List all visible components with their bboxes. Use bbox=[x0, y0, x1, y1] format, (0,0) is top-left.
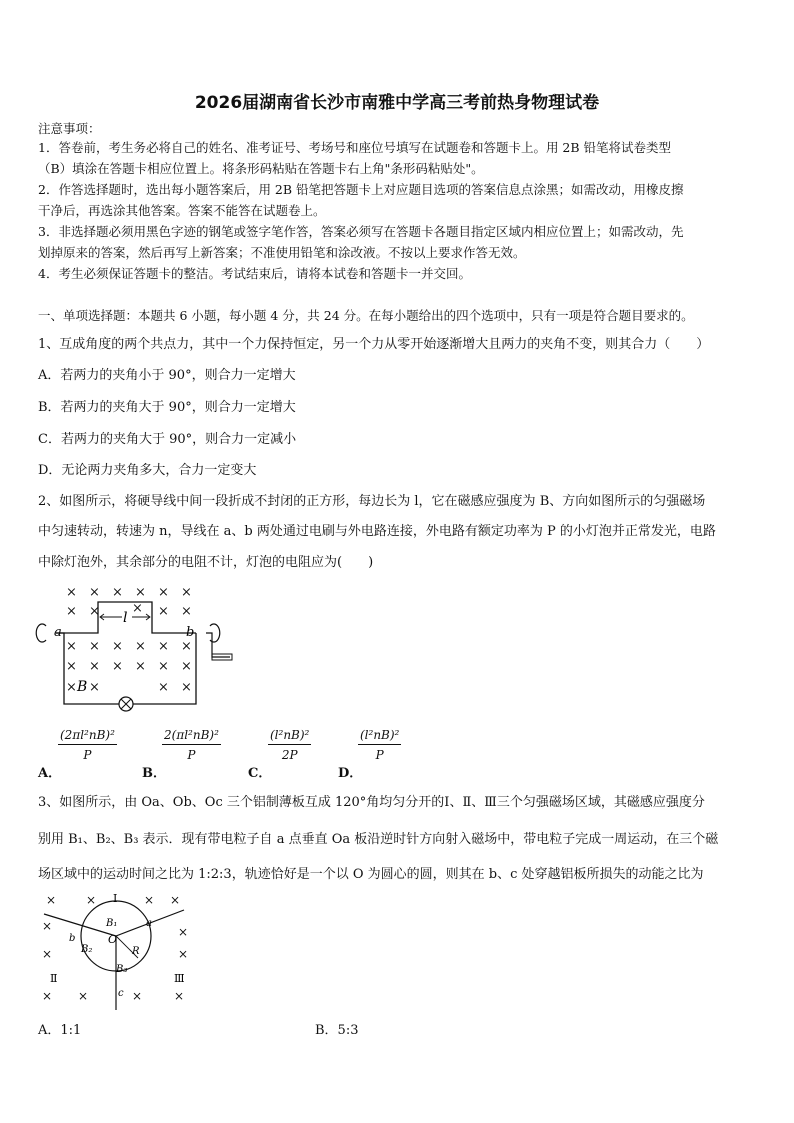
field-cross-icon: × bbox=[42, 919, 53, 933]
field-cross-icon: × bbox=[42, 989, 53, 1003]
question-2-option-a-letter: A． bbox=[38, 766, 62, 781]
point-a-label: a bbox=[146, 918, 152, 929]
field-cross-icon: × bbox=[112, 585, 123, 600]
field-cross-icon: × bbox=[178, 925, 189, 939]
question-3-option-b: B．5:3 bbox=[315, 1023, 359, 1038]
question-1-option-a: A．若两力的夹角小于 90°，则合力一定增大 bbox=[38, 368, 296, 383]
field-cross-icon: × bbox=[132, 601, 143, 616]
question-2-line: 中除灯泡外，其余部分的电阻不计，灯泡的电阻应为( ) bbox=[38, 555, 374, 570]
field-cross-icon: × bbox=[170, 893, 181, 907]
field-cross-icon: × bbox=[158, 585, 169, 600]
field-cross-icon: × bbox=[89, 604, 100, 619]
question-3-option-a: A．1:1 bbox=[38, 1023, 82, 1038]
question-1-stem: 1、互成角度的两个共点力，其中一个力保持恒定，另一个力从零开始逐渐增大且两力的夹角不变，则其合力（ ） bbox=[38, 337, 710, 352]
field-cross-icon: × bbox=[135, 585, 146, 600]
field-cross-icon: × bbox=[66, 659, 77, 674]
region-I-label: Ⅰ bbox=[113, 892, 118, 905]
question-2-option-c-formula: $\frac{\text{(l²nB)²}}{2P}$ bbox=[270, 728, 310, 762]
field-cross-icon: × bbox=[89, 680, 100, 695]
field-cross-icon: × bbox=[181, 585, 192, 600]
section-heading: 一、单项选择题：本题共 6 小题，每小题 4 分，共 24 分。在每小题给出的四个选项中，只有一项是符合题目要求的。 bbox=[38, 308, 694, 323]
question-2-option-d-formula: $\frac{\text{(l²nB)²}}{P}$ bbox=[360, 728, 400, 762]
field-cross-icon: × bbox=[112, 659, 123, 674]
question-3-line: 别用 B₁、B₂、B₃ 表示．现有带电粒子自 a 点垂直 Oa 板沿逆时针方向射入磁场中，带电粒子完成一周运动，在三个磁 bbox=[38, 832, 719, 847]
notice-line: （B）填涂在答题卡相应位置上。将条形码粘贴在答题卡右上角"条形码粘贴处"。 bbox=[38, 161, 484, 176]
field-cross-icon: × bbox=[66, 585, 77, 600]
question-2-figure bbox=[34, 578, 244, 714]
notice-line: 干净后，再选涂其他答案。答案不能答在试题卷上。 bbox=[38, 203, 326, 218]
notice-line: 2．作答选择题时，选出每小题答案后，用 2B 铅笔把答题卡上对应题目选项的答案信息点涂黑；如需改动，用橡皮擦 bbox=[38, 182, 684, 197]
notice-line: 3．非选择题必须用黑色字迹的钢笔或签字笔作答，答案必须写在答题卡各题目指定区域内相应位置上；如需改动，先 bbox=[38, 224, 684, 239]
question-2-line: 2、如图所示，将硬导线中间一段折成不封闭的正方形，每边长为 l，它在磁感应强度为 B、方向如图所示的匀强磁场 bbox=[38, 494, 706, 509]
question-3-figure bbox=[34, 886, 204, 1012]
question-2-option-b-formula: $\frac{\text{2(πl²nB)²}}{P}$ bbox=[164, 728, 219, 762]
field-cross-icon: × bbox=[158, 639, 169, 654]
field-b3-label: B₃ bbox=[116, 964, 128, 975]
question-1-option-d: D．无论两力夹角多大，合力一定变大 bbox=[38, 463, 257, 478]
label-b: b bbox=[186, 625, 195, 640]
field-b2-label: B₂ bbox=[81, 944, 93, 955]
field-cross-icon: × bbox=[178, 947, 189, 961]
magnetic-field-crosses bbox=[42, 893, 188, 1003]
radius-R-label: R bbox=[132, 946, 140, 957]
field-cross-icon: × bbox=[66, 680, 77, 695]
crank-handle-icon bbox=[206, 633, 230, 657]
point-c-label: c bbox=[118, 988, 124, 999]
field-cross-icon: × bbox=[112, 639, 123, 654]
page-title: 2026届湖南省长沙市南雅中学高三考前热身物理试卷 bbox=[194, 93, 600, 113]
field-cross-icon: × bbox=[46, 893, 57, 907]
question-3-line: 场区域中的运动时间之比为 1:2:3，轨迹恰好是一个以 O 为圆心的圆，则其在 b、c 处穿越铝板所损失的动能之比为 bbox=[38, 867, 704, 882]
notice-line: 1．答卷前，考生务必将自己的姓名、准考证号、考场号和座位号填写在试题卷和答题卡上。用 2B 铅笔将试卷类型 bbox=[38, 140, 672, 155]
question-1-option-c: C．若两力的夹角大于 90°，则合力一定减小 bbox=[38, 432, 297, 447]
notice-line: 划掉原来的答案，然后再写上新答案；不准使用铅笔和涂改液。不按以上要求作答无效。 bbox=[38, 245, 526, 260]
field-cross-icon: × bbox=[158, 604, 169, 619]
center-O-label: O bbox=[108, 933, 118, 946]
field-cross-icon: × bbox=[174, 989, 185, 1003]
notice-heading: 注意事项： bbox=[38, 121, 101, 136]
field-cross-icon: × bbox=[66, 604, 77, 619]
field-cross-icon: × bbox=[89, 639, 100, 654]
field-cross-icon: × bbox=[181, 659, 192, 674]
label-l: l bbox=[123, 610, 128, 626]
question-2-option-b-letter: B． bbox=[142, 766, 166, 781]
field-cross-icon: × bbox=[158, 659, 169, 674]
field-cross-icon: × bbox=[181, 680, 192, 695]
field-cross-icon: × bbox=[132, 989, 143, 1003]
field-cross-icon: × bbox=[158, 680, 169, 695]
question-3-line: 3、如图所示，由 Oa、Ob、Oc 三个铝制薄板互成 120°角均匀分开的Ⅰ、Ⅱ、Ⅲ三个匀强磁场区域，其磁感应强度分 bbox=[38, 795, 705, 810]
field-cross-icon: × bbox=[89, 659, 100, 674]
label-B: B bbox=[77, 679, 88, 695]
field-cross-icon: × bbox=[86, 893, 97, 907]
region-III-label: Ⅲ bbox=[174, 972, 185, 985]
point-b-label: b bbox=[69, 933, 76, 944]
question-2-option-d-letter: D． bbox=[338, 766, 363, 781]
field-b1-label: B₁ bbox=[106, 918, 118, 929]
region-II-label: Ⅱ bbox=[50, 972, 58, 985]
notice-line: 4．考生必须保证答题卡的整洁。考试结束后，请将本试卷和答题卡一并交回。 bbox=[38, 266, 471, 281]
field-cross-icon: × bbox=[135, 659, 146, 674]
field-cross-icon: × bbox=[66, 639, 77, 654]
field-cross-icon: × bbox=[89, 585, 100, 600]
question-2-line: 中匀速转动，转速为 n，导线在 a、b 两处通过电刷与外电路连接，外电路有额定功率为 P 的小灯泡并正常发光，电路 bbox=[38, 524, 716, 539]
question-2-option-a-formula: $\frac{\text{(2πl²nB)²}}{P}$ bbox=[60, 728, 115, 762]
field-cross-icon: × bbox=[42, 947, 53, 961]
field-cross-icon: × bbox=[78, 989, 89, 1003]
label-a: a bbox=[54, 625, 62, 640]
question-2-option-c-letter: C． bbox=[248, 766, 272, 781]
rotation-arrow-icon bbox=[36, 624, 46, 642]
field-cross-icon: × bbox=[135, 639, 146, 654]
question-1-option-b: B．若两力的夹角大于 90°，则合力一定增大 bbox=[38, 400, 296, 415]
field-cross-icon: × bbox=[181, 639, 192, 654]
field-cross-icon: × bbox=[144, 893, 155, 907]
field-cross-icon: × bbox=[181, 604, 192, 619]
